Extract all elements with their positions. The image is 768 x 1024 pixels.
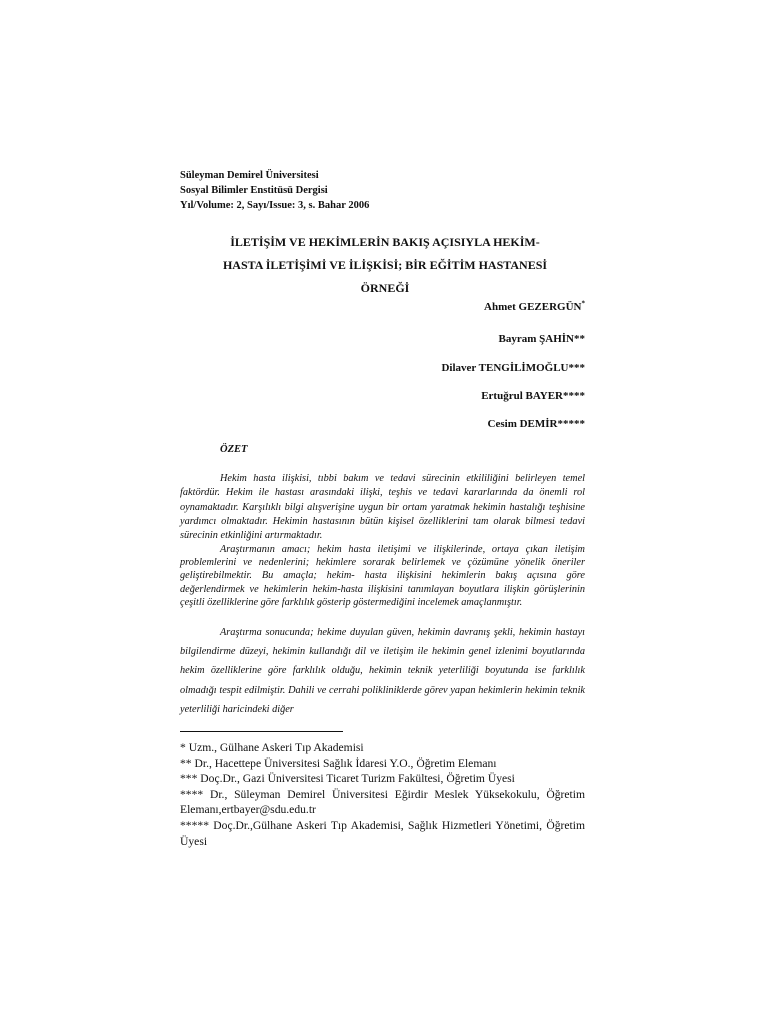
- footnote-4: **** Dr., Süleyman Demirel Üniversitesi Eğirdir Meslek Yüksekokulu, Öğretim Elemanı,ertbayer@sdu.edu.tr: [180, 787, 585, 817]
- title-line-1: İLETİŞİM VE HEKİMLERİN BAKIŞ AÇISIYLA HEKİM-: [230, 235, 540, 249]
- abstract-paragraph-2: Araştırmanın amacı; hekim hasta iletişimi ve ilişkilerinde, ortaya çıkan iletişim problemlerini ve nedenlerini; hekimlere sorarak belirlemek ve çözümüne yönelik öneriler geliştirebilmektir. Bu amaçla; hekim- hasta ilişkisini hekimlerin bakış açısına göre değerlendirmek ve hekimlerin hekim-hasta ilişkisini tanımlayan boyutlara ilişkin görüşlerinin çeşitli özelliklerine göre farklılık gösterip göstermediğini incelemek amaçlanmıştır.: [180, 544, 585, 608]
- title-line-3: ÖRNEĞİ: [360, 281, 410, 295]
- journal-header: [180, 168, 369, 213]
- author-name: Cesim DEMİR*****: [487, 418, 585, 430]
- abstract-paragraph-3: Araştırma sonucunda; hekime duyulan güven, hekimin davranış şekli, hekimin hastayı bilgilendirme düzeyi, hekimin kullandığı dil ve iletişim ile hekimin genel izlenimi boyutlarında hekim özelliklerine göre farklılık olduğu, hekimin teknik yeterliliği boyutunda ise farklılık olmadığı tespit edilmiştir. Dahili ve cerrahi polikliniklerde görev yapan hekimlerin hekimin teknik yeterliliği haricindeki diğer: [180, 627, 585, 715]
- author-mark: *: [581, 299, 585, 308]
- paper-title: [190, 231, 580, 300]
- author-1: [484, 301, 585, 313]
- abstract-paragraph-1: Hekim hasta ilişkisi, tıbbi bakım ve tedavi sürecinin etkililiğini belirleyen temel faktördür. Hekim ile hastası arasındaki ilişki, teşhis ve tedavi kararlarında da önemli rol oynamaktadır. Karşılıklı bilgi alışverişine uygun bir ortam yaratmak hekimin hastalığı teşhisine yardımcı olmaktadır. Hekimin hastasının bütün kişisel özelliklerini tam olarak bilmesi tedavi sürecinin etkinliğini artırmaktadır.: [180, 473, 585, 542]
- author-4: [481, 390, 585, 402]
- journal-name: Sosyal Bilimler Enstitüsü Dergisi: [180, 185, 328, 196]
- footnote-2: ** Dr., Hacettepe Üniversitesi Sağlık İdaresi Y.O., Öğretim Elemanı: [180, 756, 497, 770]
- footnotes: [180, 740, 585, 849]
- author-3: [441, 362, 585, 374]
- footnote-5: ***** Doç.Dr.,Gülhane Askeri Tıp Akademisi, Sağlık Hizmetleri Yönetimi, Öğretim Üyesi: [180, 818, 585, 848]
- author-name: Ertuğrul BAYER****: [481, 390, 585, 402]
- footnote-3: *** Doç.Dr., Gazi Üniversitesi Ticaret Turizm Fakültesi, Öğretim Üyesi: [180, 772, 515, 786]
- author-5: [488, 418, 585, 430]
- author-2: [499, 333, 585, 345]
- title-line-2: HASTA İLETİŞİMİ VE İLİŞKİSİ; BİR EĞİTİM HASTANESİ: [222, 258, 548, 272]
- author-name: Bayram ŞAHİN**: [498, 333, 585, 345]
- footnote-1: * Uzm., Gülhane Askeri Tıp Akademisi: [180, 741, 364, 754]
- author-name: Ahmet GEZERGÜN: [484, 301, 582, 313]
- abstract-heading: ÖZET: [220, 444, 248, 455]
- footnote-rule: [180, 731, 343, 732]
- journal-issue: Yıl/Volume: 2, Sayı/Issue: 3, s. Bahar 2006: [180, 200, 370, 211]
- author-name: Dilaver TENGİLİMOĞLU***: [441, 362, 585, 374]
- journal-university: Süleyman Demirel Üniversitesi: [180, 170, 319, 181]
